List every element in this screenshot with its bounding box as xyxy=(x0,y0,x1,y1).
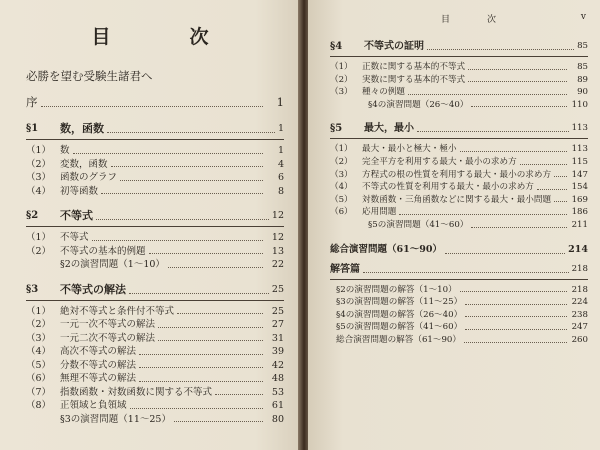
entry-label: 実数に関する基本的不等式 xyxy=(362,74,466,85)
entry-page: 13 xyxy=(271,245,284,257)
leader-dots xyxy=(471,227,567,228)
toc-section-answers xyxy=(330,262,588,280)
toc-entry xyxy=(26,185,284,199)
entry-label: 応用問題 xyxy=(362,207,397,218)
toc-entry xyxy=(26,332,284,346)
leader-dots xyxy=(460,151,567,152)
entry-page: 238 xyxy=(571,309,588,320)
section-number: §3 xyxy=(26,283,39,295)
entry-page: 169 xyxy=(571,194,588,205)
section-number: §1 xyxy=(26,123,39,134)
entry-number: （3） xyxy=(330,169,353,180)
section-heading xyxy=(330,121,588,139)
entry-label: 必勝を望む受験生諸君へ xyxy=(26,69,153,83)
section-page: 25 xyxy=(271,283,284,295)
entry-page: 48 xyxy=(271,373,284,384)
entry-label: 高次不等式の解法 xyxy=(60,346,137,357)
section-page: 113 xyxy=(571,123,588,134)
entry-page: 4 xyxy=(277,158,284,170)
entry-page: 211 xyxy=(571,219,588,230)
toc-entry xyxy=(330,99,588,112)
entry-number: （4） xyxy=(330,182,353,193)
leader-dots xyxy=(471,106,567,107)
leader-dots xyxy=(445,253,565,254)
toc-entry-answer xyxy=(330,334,588,347)
toc-entry xyxy=(330,143,588,156)
toc-entry xyxy=(26,413,284,427)
leader-dots xyxy=(139,381,263,382)
toc-entry xyxy=(330,61,588,74)
toc-section xyxy=(330,121,588,231)
running-head-title: 目 次 xyxy=(440,15,510,25)
section-title: 最大，最小 xyxy=(364,123,414,135)
entry-page: 89 xyxy=(577,74,588,85)
leader-dots xyxy=(215,394,263,395)
entry-number: （5） xyxy=(26,359,52,371)
entry-page: 247 xyxy=(571,322,588,333)
entry-number: （4） xyxy=(26,346,52,357)
entry-label: 分数不等式の解法 xyxy=(60,359,137,371)
entry-page: 12 xyxy=(271,232,284,243)
entry-page: 39 xyxy=(271,346,284,357)
entry-page: 31 xyxy=(271,332,284,344)
leader-dots xyxy=(174,421,263,422)
leader-dots xyxy=(554,176,567,177)
leader-dots xyxy=(554,201,567,202)
toc-section xyxy=(330,39,588,111)
leader-dots xyxy=(465,304,567,305)
entry-page: 80 xyxy=(271,413,284,425)
toc-entry-answer xyxy=(330,284,588,297)
entry-page: 260 xyxy=(571,334,588,345)
section-title: 解答篇 xyxy=(330,263,360,275)
leader-dots xyxy=(460,291,567,292)
right-page xyxy=(308,0,600,450)
entry-number: （3） xyxy=(330,87,353,98)
toc-entry xyxy=(26,171,284,185)
section-title: 不等式 xyxy=(60,209,93,222)
entry-label: 函数のグラフ xyxy=(60,172,118,183)
toc-title: 目 次 xyxy=(91,26,239,48)
leader-dots xyxy=(468,81,567,82)
entry-number: （2） xyxy=(26,245,52,257)
toc-entry xyxy=(330,86,588,99)
toc-entry-answer xyxy=(330,321,588,334)
leader-dots xyxy=(158,340,263,341)
leader-dots xyxy=(92,240,263,241)
section-heading xyxy=(26,208,284,227)
entry-label: 不等式 xyxy=(60,232,89,243)
section-page: 12 xyxy=(271,210,284,221)
leader-dots xyxy=(158,327,263,328)
leader-dots xyxy=(464,342,567,343)
entry-page: 1 xyxy=(277,145,284,156)
entry-label: 絶対不等式と条件付不等式 xyxy=(60,305,175,317)
entry-page: 218 xyxy=(571,284,588,295)
section-title: 不等式の解法 xyxy=(60,282,126,296)
section-page: 85 xyxy=(577,41,588,51)
entry-label: 不等式の基本的例題 xyxy=(60,245,146,257)
entry-label: 初等函数 xyxy=(60,185,99,197)
section-number: §2 xyxy=(26,210,39,221)
entry-label: §2の演習問題（1〜10） xyxy=(60,259,165,270)
toc-entry xyxy=(26,399,284,413)
toc-entry xyxy=(330,181,588,194)
leader-dots xyxy=(120,180,263,181)
entry-page: 25 xyxy=(271,305,284,317)
entry-page: 90 xyxy=(577,87,588,98)
entry-page: 22 xyxy=(271,259,284,270)
entry-label: 数 xyxy=(60,145,70,156)
leader-dots xyxy=(399,214,567,215)
toc-entry xyxy=(330,156,588,169)
section-page: 218 xyxy=(571,263,588,274)
entry-page: 115 xyxy=(571,156,588,167)
entry-label: 対数函数・三角函数などに関する最大・最小問題 xyxy=(362,194,552,205)
toc-entry xyxy=(26,345,284,359)
entry-label: §5の演習問題（41〜60） xyxy=(368,219,469,230)
toc-entry xyxy=(330,194,588,207)
section-heading xyxy=(26,121,284,140)
entry-label: 不等式の性質を利用する最大・最小の求め方 xyxy=(362,182,534,193)
entry-number: （7） xyxy=(26,386,52,398)
leader-dots xyxy=(520,164,567,165)
entry-number: （1） xyxy=(26,232,52,243)
toc-entry xyxy=(330,206,588,219)
toc-entry xyxy=(330,74,588,87)
leader-dots xyxy=(408,94,567,95)
toc-entry xyxy=(26,158,284,172)
toc-entry-foreword xyxy=(26,67,284,85)
entry-page: 85 xyxy=(577,62,588,72)
toc-entry xyxy=(26,318,284,332)
section-number: §5 xyxy=(330,123,343,135)
leader-dots xyxy=(139,354,263,355)
entry-page: 113 xyxy=(571,144,588,155)
leader-dots xyxy=(537,189,567,190)
leader-dots xyxy=(465,329,567,330)
entry-number: （4） xyxy=(26,185,52,197)
leader-dots xyxy=(130,408,263,409)
toc-entry xyxy=(26,386,284,400)
leader-dots xyxy=(417,131,569,132)
toc-entry xyxy=(26,372,284,386)
leader-dots xyxy=(41,106,264,107)
entry-number: （2） xyxy=(330,156,353,167)
toc-section xyxy=(26,282,284,427)
entry-label: 正領域と負領域 xyxy=(60,400,127,411)
section-title: 不等式の証明 xyxy=(364,41,424,52)
leader-dots xyxy=(73,153,263,154)
toc-section xyxy=(26,208,284,272)
leader-dots xyxy=(107,132,275,133)
entry-page: 214 xyxy=(568,243,588,255)
entry-label: 最大・最小と極大・極小 xyxy=(362,144,457,155)
toc-entry xyxy=(330,169,588,182)
entry-number: （2） xyxy=(26,319,52,330)
section-title: 数，函数 xyxy=(60,122,104,135)
leader-dots xyxy=(168,267,263,268)
leader-dots xyxy=(465,316,567,317)
toc-entry xyxy=(26,245,284,259)
entry-page: 147 xyxy=(571,169,588,180)
entry-page: 61 xyxy=(271,400,284,411)
entry-label: 無理不等式の解法 xyxy=(60,373,137,384)
entry-page: 42 xyxy=(271,359,284,371)
toc-entry xyxy=(330,219,588,232)
entry-number: （1） xyxy=(330,144,353,155)
entry-label: §3の演習問題の解答（11〜25） xyxy=(336,297,463,308)
leader-dots xyxy=(427,49,574,50)
toc-entry xyxy=(26,305,284,319)
entry-label: §4の演習問題（26〜40） xyxy=(368,99,469,110)
entry-number: （2） xyxy=(26,158,52,170)
entry-label: §4の演習問題の解答（26〜40） xyxy=(336,309,463,320)
entry-label: 総合演習問題（61〜90） xyxy=(330,243,442,255)
toc-entry xyxy=(26,144,284,158)
entry-page: 8 xyxy=(277,185,284,197)
entry-label: §3の演習問題（11〜25） xyxy=(60,413,171,425)
toc-entry-preface xyxy=(26,93,284,111)
toc-section xyxy=(26,121,284,198)
entry-number: （3） xyxy=(26,332,52,344)
entry-number: （1） xyxy=(26,305,52,317)
leader-dots xyxy=(468,69,567,70)
entry-number: （2） xyxy=(330,74,353,85)
leader-dots xyxy=(363,272,569,273)
entry-number: （8） xyxy=(26,400,52,411)
entry-page: 110 xyxy=(571,99,588,110)
entry-page: 154 xyxy=(571,182,588,193)
leader-dots xyxy=(129,293,269,294)
leader-dots xyxy=(177,313,263,314)
toc-entry xyxy=(26,258,284,272)
running-head-page: v xyxy=(580,12,586,22)
entry-number: （1） xyxy=(330,62,353,72)
entry-label: 一元一次不等式の解法 xyxy=(60,319,156,330)
toc-entry-answer xyxy=(330,309,588,322)
entry-label: 変数，函数 xyxy=(60,158,108,170)
entry-label: 総合演習問題の解答（61〜90） xyxy=(336,334,461,345)
entry-page: 6 xyxy=(277,172,284,183)
leader-dots xyxy=(96,219,269,220)
leader-dots xyxy=(111,166,263,167)
entry-page: 53 xyxy=(271,386,284,398)
entry-page: 1 xyxy=(276,95,284,109)
entry-label: 正数に関する基本的不等式 xyxy=(362,62,466,72)
entry-number: （6） xyxy=(330,207,353,218)
leader-dots xyxy=(149,253,263,254)
entry-page: 27 xyxy=(271,319,284,330)
entry-label: 指数函数・対数函数に関する不等式 xyxy=(60,386,213,398)
toc-entry xyxy=(26,231,284,245)
section-heading xyxy=(26,282,284,301)
section-heading xyxy=(330,39,588,57)
entry-label: §5の演習問題の解答（41〜60） xyxy=(336,322,463,333)
entry-label: 一元二次不等式の解法 xyxy=(60,332,156,344)
entry-page: 224 xyxy=(571,297,588,308)
entry-label: 種々の例題 xyxy=(362,87,405,98)
toc-entry xyxy=(26,359,284,373)
entry-page: 186 xyxy=(571,207,588,218)
entry-label: 方程式の根の性質を利用する最大・最小の求め方 xyxy=(362,169,552,180)
running-head xyxy=(330,12,588,25)
toc-entry-general-exercises xyxy=(330,242,588,258)
toc-entry-answer xyxy=(330,296,588,309)
entry-number: （1） xyxy=(26,145,52,156)
entry-label: 序 xyxy=(26,95,38,109)
entry-number: （6） xyxy=(26,373,52,384)
entry-number: （3） xyxy=(26,172,52,183)
entry-label: §2の演習問題の解答（1〜10） xyxy=(336,284,457,295)
section-number: §4 xyxy=(330,41,343,52)
entry-label: 完全平方を利用する最大・最小の求め方 xyxy=(362,156,517,167)
entry-number: （5） xyxy=(330,194,353,205)
leader-dots xyxy=(101,193,263,194)
section-page: 1 xyxy=(277,123,284,134)
leader-dots xyxy=(139,367,263,368)
